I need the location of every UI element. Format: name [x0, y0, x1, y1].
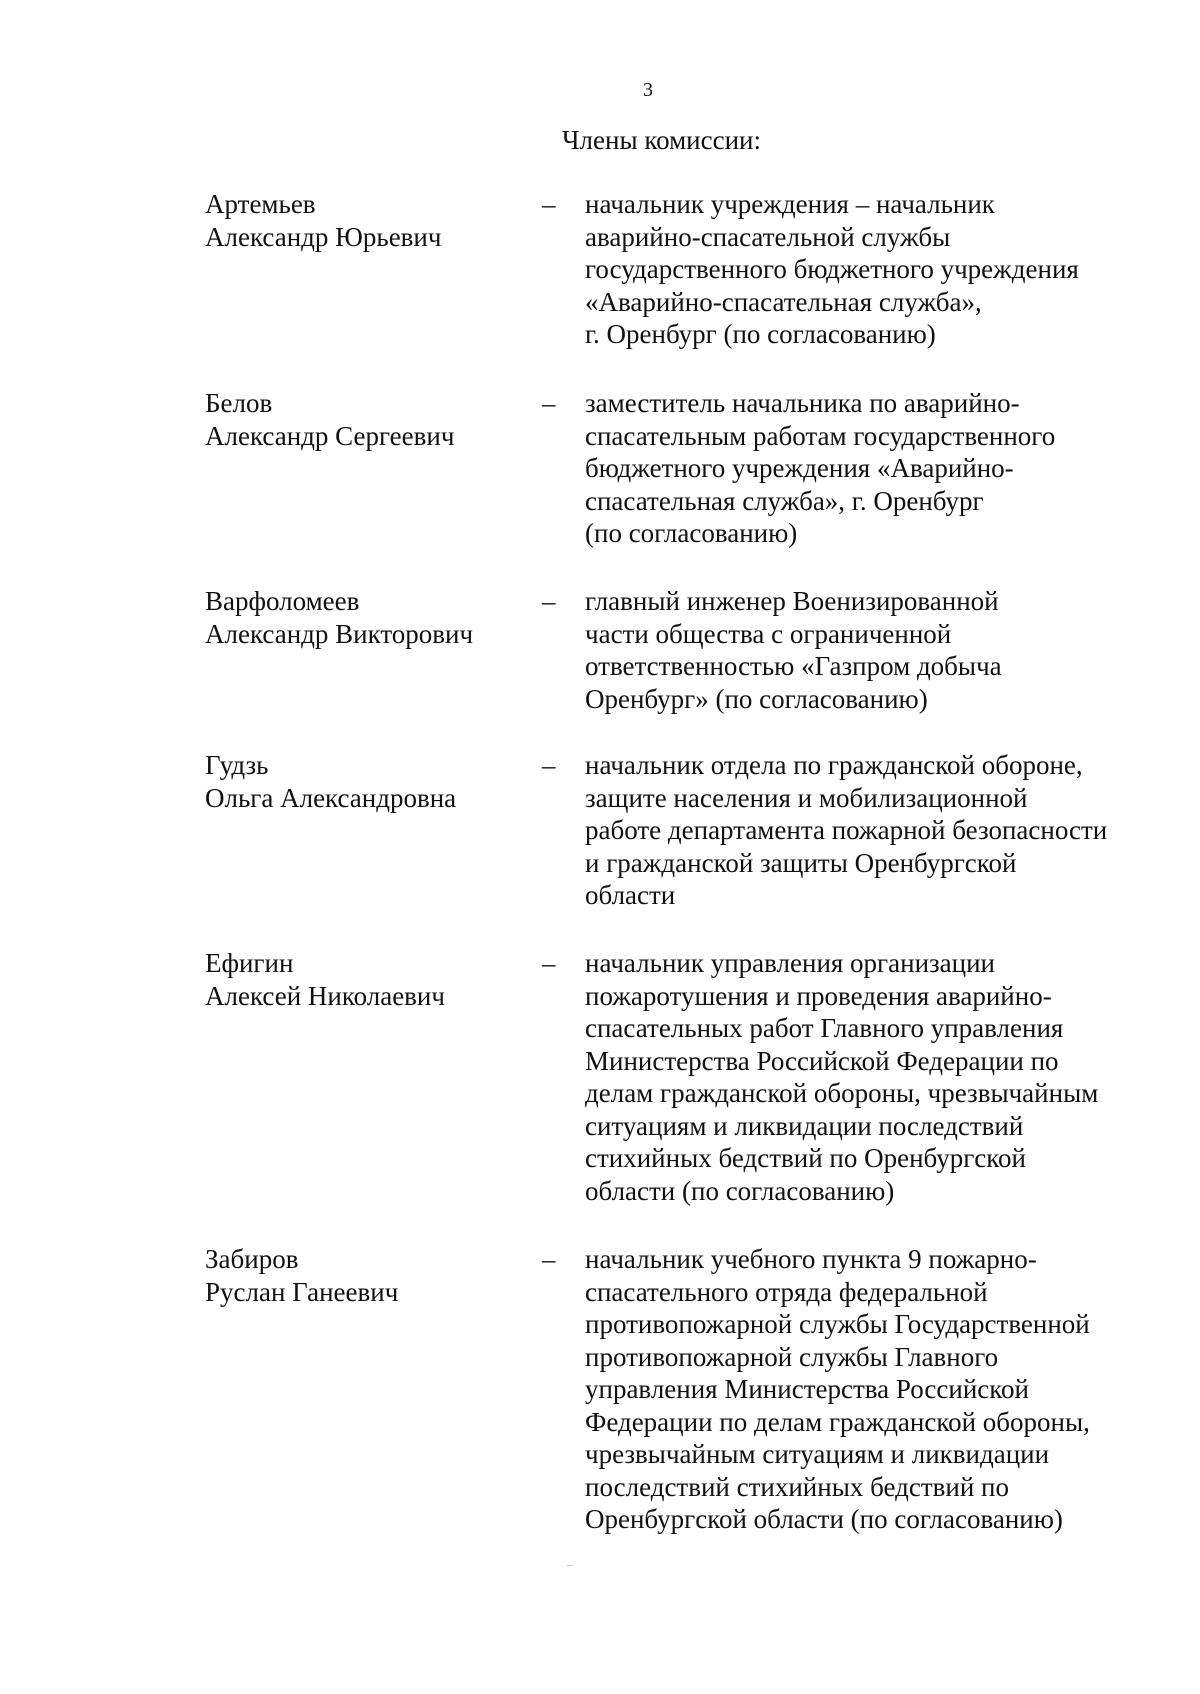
role-line: Оренбургской области (по согласованию)	[585, 1504, 1063, 1534]
role-line: (по согласованию)	[585, 518, 798, 548]
dash-separator: –	[542, 388, 556, 418]
role-line: аварийно-спасательной службы	[585, 221, 951, 252]
role-line: части общества с ограниченной	[585, 618, 952, 649]
role-line: начальник учебного пункта 9 пожарно-	[585, 1244, 1037, 1274]
role-line: защите населения и мобилизационной	[585, 782, 1028, 813]
role-line: начальник отдела по гражданской обороне,	[585, 750, 1083, 780]
scan-artifact	[567, 1565, 573, 1566]
role-line: бюджетного учреждения «Аварийно-	[585, 453, 1014, 483]
member-role	[585, 188, 1145, 351]
member-name	[205, 585, 473, 650]
role-line: спасательным работам государственного	[585, 420, 1056, 451]
member-role	[585, 387, 1145, 550]
member-role	[585, 749, 1145, 912]
role-line: Министерства Российской Федерации по	[585, 1045, 1059, 1076]
role-line: спасательных работ Главного управления	[585, 1013, 1064, 1043]
member-name	[205, 947, 445, 1012]
role-line: противопожарной службы Главного	[585, 1341, 999, 1372]
role-line: работе департамента пожарной безопасности	[585, 815, 1108, 845]
role-line: стихийных бедствий по Оренбургской	[585, 1143, 1026, 1173]
role-line: ситуациям и ликвидации последствий	[585, 1110, 1024, 1141]
role-line: делам гражданской обороны, чрезвычайным	[585, 1078, 1099, 1108]
member-role	[585, 947, 1145, 1207]
member-name	[205, 1243, 398, 1308]
member-surname: Ефигин	[205, 948, 294, 978]
role-line: г. Оренбург (по согласованию)	[585, 319, 936, 349]
member-surname: Варфоломеев	[205, 586, 360, 616]
role-line: Федерации по делам гражданской обороны,	[585, 1406, 1090, 1437]
role-line: начальник управления организации	[585, 948, 996, 978]
role-line: и гражданской защиты Оренбургской	[585, 847, 1017, 878]
member-role	[585, 585, 1145, 715]
member-surname: Белов	[205, 388, 273, 418]
role-line: пожаротушения и проведения аварийно-	[585, 980, 1052, 1011]
member-given-names: Александр Викторович	[205, 618, 474, 649]
role-line: заместитель начальника по аварийно-	[585, 388, 1020, 418]
section-title: Члены комиссии:	[562, 125, 761, 155]
member-given-names: Руслан Ганеевич	[205, 1276, 399, 1307]
role-line: чрезвычайным ситуациям и ликвидации	[585, 1439, 1050, 1469]
member-name	[205, 188, 441, 253]
role-line: области (по согласованию)	[585, 1175, 895, 1206]
role-line: последствий стихийных бедствий по	[585, 1471, 1009, 1502]
role-line: ответственностью «Газпром добыча	[585, 651, 1002, 681]
role-line: управления Министерства Российской	[585, 1374, 1029, 1404]
member-surname: Забиров	[205, 1244, 299, 1274]
member-given-names: Ольга Александровна	[205, 782, 457, 813]
role-line: Оренбург» (по согласованию)	[585, 683, 928, 714]
role-line: начальник учреждения – начальник	[585, 189, 995, 219]
role-line: области	[585, 880, 676, 910]
role-line: государственного бюджетного учреждения	[585, 254, 1079, 284]
role-line: «Аварийно-спасательная служба»,	[585, 286, 982, 317]
dash-separator: –	[542, 750, 556, 780]
member-given-names: Алексей Николаевич	[205, 980, 445, 1011]
member-role	[585, 1243, 1145, 1536]
role-line: спасательного отряда федеральной	[585, 1276, 988, 1307]
dash-separator: –	[542, 586, 556, 616]
member-name	[205, 387, 454, 452]
member-surname: Гудзь	[205, 750, 269, 780]
dash-separator: –	[542, 1244, 556, 1274]
member-given-names: Александр Сергеевич	[205, 420, 455, 451]
member-surname: Артемьев	[205, 189, 316, 219]
role-line: главный инженер Военизированной	[585, 586, 999, 616]
page-number: 3	[643, 79, 653, 101]
member-given-names: Александр Юрьевич	[205, 221, 442, 252]
member-name	[205, 749, 456, 814]
role-line: противопожарной службы Государственной	[585, 1309, 1090, 1339]
role-line: спасательная служба», г. Оренбург	[585, 485, 984, 516]
dash-separator: –	[542, 948, 556, 978]
dash-separator: –	[542, 189, 556, 219]
